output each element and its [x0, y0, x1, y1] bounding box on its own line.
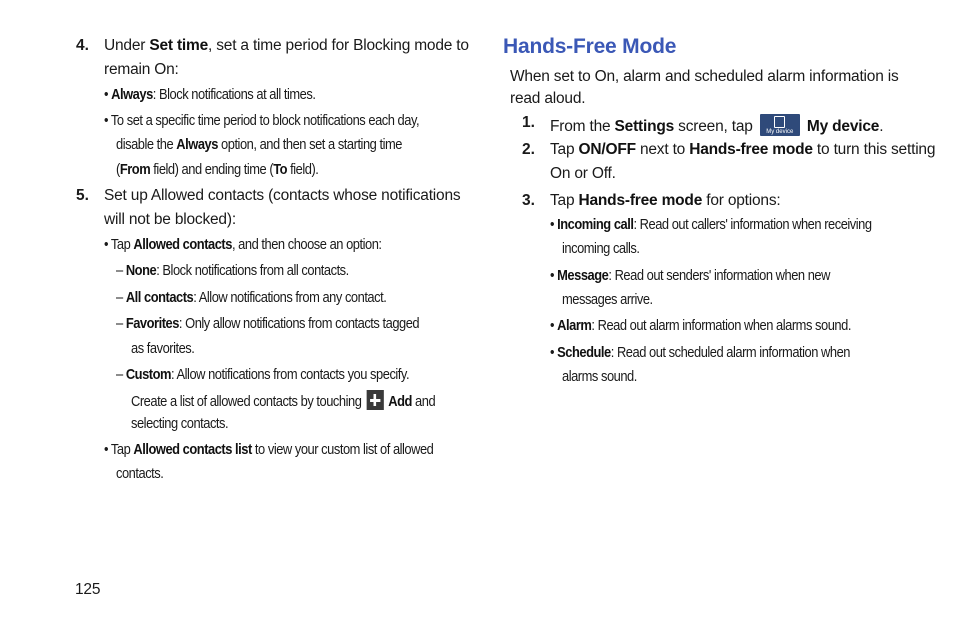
my-device-icon: My device — [760, 114, 800, 136]
option-none: – None: Block notifications from all contacts. — [116, 262, 349, 279]
page-number: 125 — [75, 581, 101, 598]
bullet-incoming-call-line-2: incoming calls. — [562, 240, 640, 257]
step-5-bullet-allowed-contacts: • Tap Allowed contacts, and then choose an option: — [104, 236, 382, 253]
option-favorites: – Favorites: Only allow notifications from contacts tagged — [116, 315, 420, 332]
intro-line-2: read aloud. — [510, 90, 586, 107]
bullet-alarm: • Alarm: Read out alarm information when alarms sound. — [550, 317, 851, 334]
option-favorites-line-2: as favorites. — [131, 340, 195, 357]
step-5-line-1: Set up Allowed contacts (contacts whose notifications — [104, 187, 461, 204]
step-4-line-2: remain On: — [104, 61, 179, 78]
option-custom-line-3: selecting contacts. — [131, 415, 229, 432]
step-5-bullet-allowed-list: • Tap Allowed contacts list to view your custom list of allowed — [104, 441, 434, 458]
step-3-text: Tap Hands-free mode for options: — [550, 192, 781, 209]
step-2-line-2: On or Off. — [550, 165, 616, 182]
step-5-bullet-allowed-list-line-2: contacts. — [116, 465, 164, 482]
intro-line-1: When set to On, alarm and scheduled alarm information is — [510, 68, 899, 85]
section-heading: Hands-Free Mode — [503, 35, 677, 58]
step-4-bullet-specific-line-3: (From field) and ending time (To field). — [116, 161, 319, 178]
step-4-bullet-specific: • To set a specific time period to block notifications each day, — [104, 112, 420, 129]
step-1-number: 1. — [522, 114, 535, 131]
bullet-incoming-call: • Incoming call: Read out callers' information when receiving — [550, 216, 872, 233]
bullet-schedule-line-2: alarms sound. — [562, 368, 637, 385]
bullet-schedule: • Schedule: Read out scheduled alarm information when — [550, 344, 850, 361]
step-1-text: From the Settings screen, tap My device My device. — [550, 114, 883, 136]
step-4-line-1: Under Set time, set a time period for Blocking mode to — [104, 37, 469, 54]
option-all-contacts: – All contacts: Allow notifications from any contact. — [116, 289, 387, 306]
option-custom-line-2: Create a list of allowed contacts by touching Add and — [131, 390, 435, 410]
bullet-message-line-2: messages arrive. — [562, 291, 653, 308]
step-2-number: 2. — [522, 141, 535, 158]
step-2-text: Tap ON/OFF next to Hands-free mode to turn this setting — [550, 141, 936, 158]
option-custom: – Custom: Allow notifications from contacts you specify. — [116, 366, 410, 383]
step-5-number: 5. — [76, 187, 89, 204]
step-4-number: 4. — [76, 37, 89, 54]
step-3-number: 3. — [522, 192, 535, 209]
step-4-bullet-always: • Always: Block notifications at all times. — [104, 86, 316, 103]
bullet-message: • Message: Read out senders' information when new — [550, 267, 830, 284]
add-icon — [366, 390, 383, 410]
step-4-bullet-specific-line-2: disable the Always option, and then set a starting time — [116, 136, 402, 153]
step-5-line-2: will not be blocked): — [104, 211, 236, 228]
